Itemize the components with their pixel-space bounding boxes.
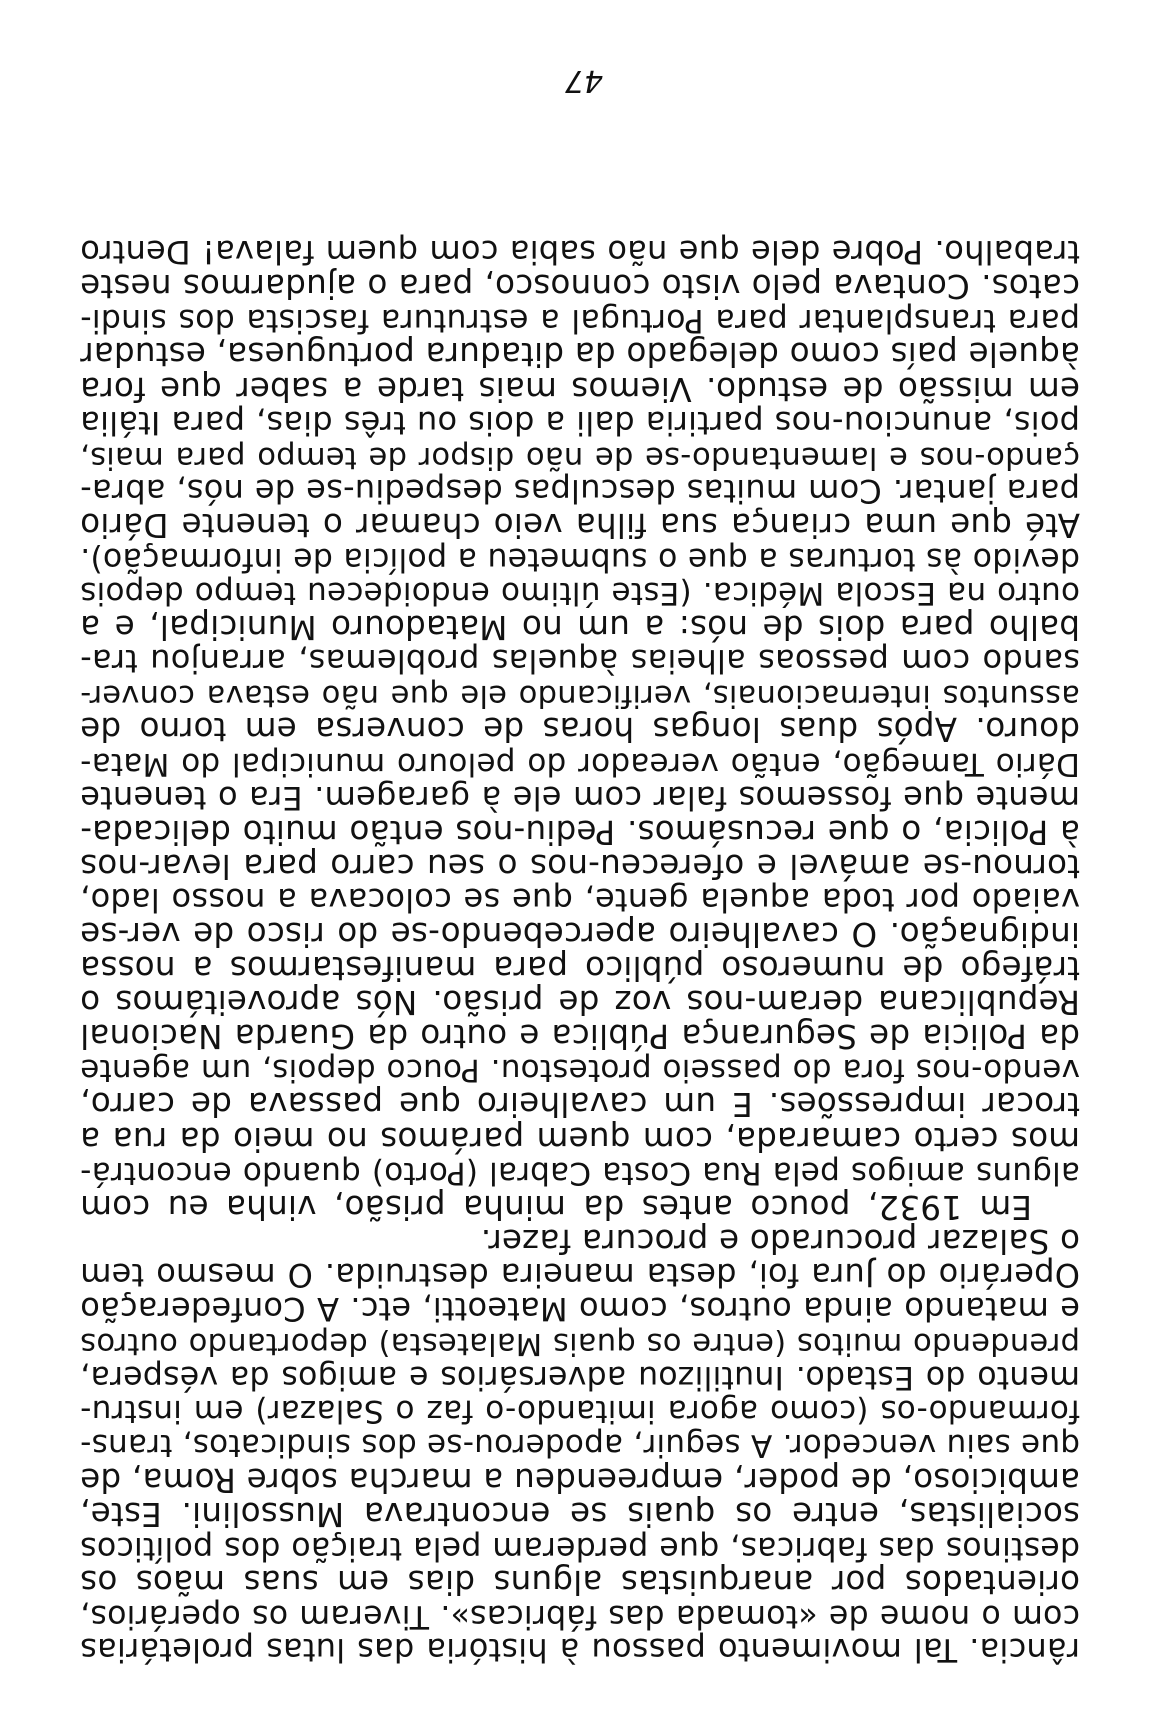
text-line: tráfego de numeroso público para manifestarmos a nossa: [80, 949, 1080, 988]
text-line: Dário Tamegão, então vereador do pelouro municipal do Mata-: [80, 745, 1080, 782]
text-line: mento do Estado. Inutilizou adversários e amigos da véspera,: [80, 1359, 1080, 1396]
text-line: em missão de estudo. Viemos mais tarde a saber que fora: [80, 369, 1080, 408]
text-line: balho para dois de nós: a um no Matadouro Municipal, e a: [80, 608, 1080, 647]
text-line: ambicioso, de poder, empreendeu a marcha sobre Roma, de: [80, 1460, 1080, 1499]
text-line: rância. Tal movimento passou à história das lutas proletárias: [80, 1631, 1080, 1669]
text-line: tornou-se amável e ofereceu-nos o seu carro para levar-nos: [80, 846, 1080, 885]
text-line: vaiado por toda aquela gente, que se colocava a nosso lado,: [80, 880, 1080, 919]
text-line: trocar impressões. E um cavalheiro que passava de carro,: [80, 1085, 1080, 1124]
text-line: douro. Após duas longas horas de conversa em torno de: [80, 710, 1080, 749]
text-line: para transplantar para Portugal a estrutura fascista dos sindi-: [80, 302, 1080, 339]
text-line: outro na Escola Médica. (Este último endoideceu tempo depois: [80, 575, 1080, 612]
text-line: prendendo muitos (entre os quais Malatesta) deportando outros: [80, 1326, 1080, 1362]
text-line: mente que fossemos falar com ele à garagem. Era o tenente: [80, 778, 1080, 817]
body-text: [80, 235, 1080, 1667]
text-line: formando-os (como agora imitando-o faz o Salazar) em instru-: [80, 1393, 1080, 1430]
text-line: àquele país como delegado da ditadura portuguesa, estudar: [80, 335, 1080, 374]
text-line: à Policia, o que recusámos. Pediu-nos então muito delicada-: [80, 812, 1080, 851]
text-line: para jantar. Com muitas desculpas despediu-se de nós, abra-: [80, 471, 1080, 510]
text-line: o Salazar procurado e procura fazer.: [480, 1221, 1080, 1260]
text-line: destinos das fabricas, que perderam pela traição dos políticos: [80, 1529, 1080, 1566]
page-number: 47: [564, 63, 604, 98]
text-line: çando-nos e lamentando-se de não dispor de tempo para mais,: [80, 439, 1080, 475]
text-line: Em 1932, pouco antes da minha prisão, vinha eu com: [80, 1187, 1032, 1226]
text-line: mos certo camarada, com quem parámos no meio da rua a: [80, 1119, 1080, 1158]
text-line: sando com pessoas alheias àquelas problemas, arranjou tra-: [80, 642, 1080, 681]
text-line: e matando ainda outros, como Mateotti, etc. A Confederação: [80, 1290, 1080, 1329]
text-line: trabalho. Pobre dele que não sabia com quem falava! Dentro: [80, 233, 1080, 272]
text-line: alguns amigos pela Rua Costa Cabral (Porto) quando encontrá-: [80, 1154, 1080, 1191]
text-line: vendo-nos fora do passeio protestou. Pouco depois, um agente: [80, 1052, 1080, 1089]
text-line: que saiu vencedor. A seguir, apoderou-se dos sindicatos, trans-: [80, 1427, 1080, 1464]
text-line: pois, anunciou-nos partiria dali a dois ou três dias, para Itália: [80, 403, 1080, 442]
text-line: socialistas, entre os quais se encontrava Mussolini. Este,: [80, 1494, 1080, 1533]
text-line: da Policia de Segurança Pública e outro da Guarda Nacional: [80, 1017, 1080, 1056]
text-line: catos. Contava pelo visto connosco, para o ajudarmos neste: [80, 267, 1080, 306]
text-line: com o nome de «tomada das fábricas». Tiveram os operários,: [80, 1597, 1080, 1634]
text-line: indignação. O cavalheiro apercebendo-se do risco de ver-se: [80, 915, 1080, 954]
text-line: assuntos internacionais, verificando ele que não estava conver-: [80, 678, 1080, 714]
text-line: Até que uma criança sua filha veio chamar o tenente Dário: [80, 505, 1080, 544]
text-line: orientados por anarquistas alguns dias em suas mãos os: [80, 1562, 1080, 1601]
text-line: Republicana deram-nos voz de prisão. Nós aproveitámos o: [80, 983, 1080, 1022]
text-line: Operário do Jura foi, desta maneira destruida. O mesmo tem: [80, 1255, 1080, 1294]
text-line: devido às torturas a que o submeteu a polícia de informação).: [80, 541, 1080, 577]
